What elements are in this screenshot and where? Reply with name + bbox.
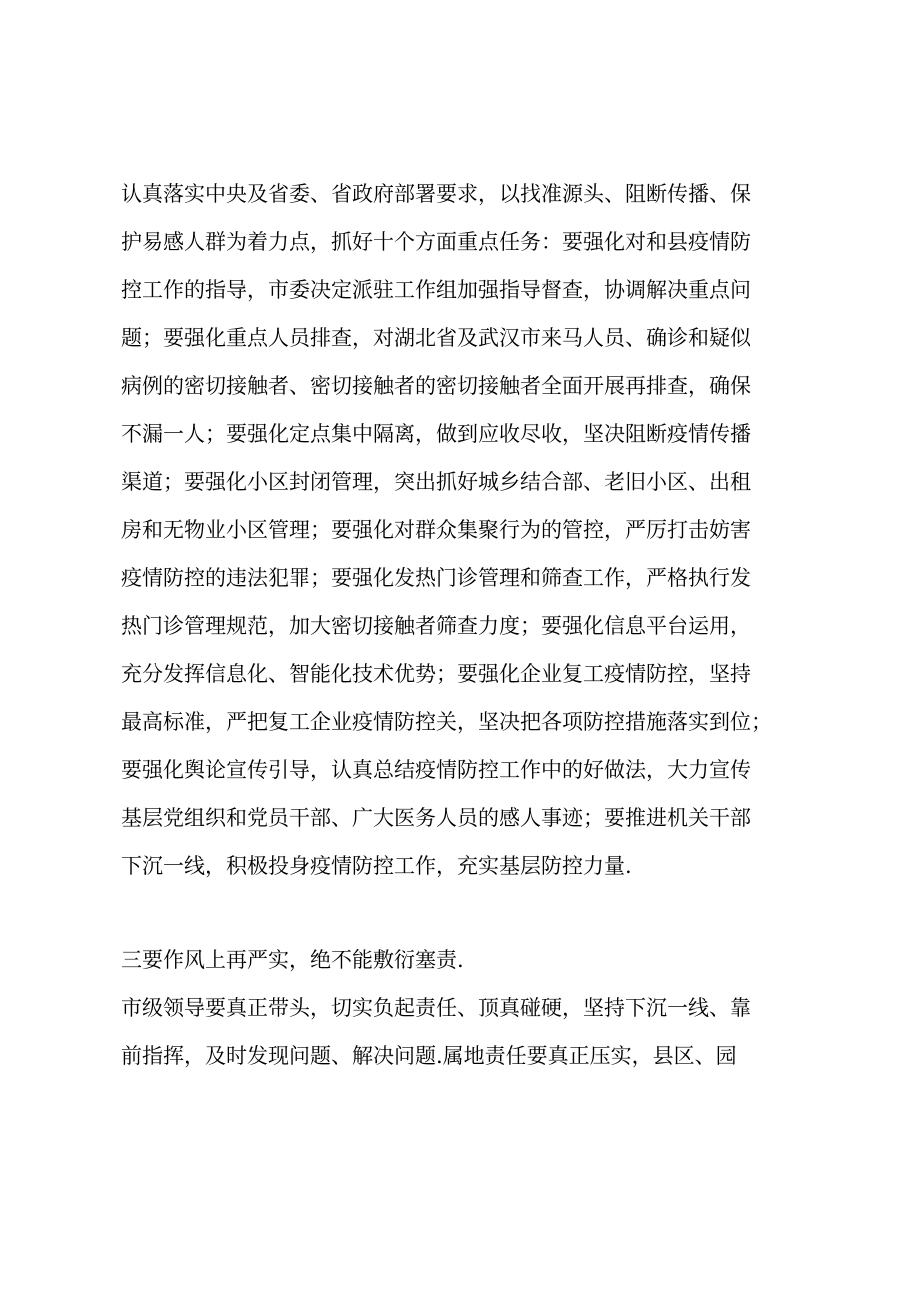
paragraph-1-line-6: 不漏一人；要强化定点集中隔离，做到应收尽收，坚决阻断疫情传播	[121, 422, 751, 446]
paragraph-1-line-1: 认真落实中央及省委、省政府部署要求，以找准源头、阻断传播、保	[121, 182, 751, 206]
section-3-line-2: 前指挥，及时发现问题、解决问题.属地责任要真正压实，县区、园	[121, 1044, 737, 1068]
paragraph-1-line-2: 护易感人群为着力点，抓好十个方面重点任务：要强化对和县疫情防	[121, 230, 751, 254]
paragraph-1-line-5: 病例的密切接触者、密切接触者的密切接触者全面开展再排查，确保	[121, 374, 751, 398]
section-3-heading: 三要作风上再严实，绝不能敷衍塞责.	[121, 948, 464, 972]
paragraph-1-line-7: 渠道；要强化小区封闭管理，突出抓好城乡结合部、老旧小区、出租	[121, 470, 751, 494]
paragraph-1-line-9: 疫情防控的违法犯罪；要强化发热门诊管理和筛查工作，严格执行发	[121, 566, 751, 590]
paragraph-1-line-4: 题；要强化重点人员排查，对湖北省及武汉市来马人员、确诊和疑似	[121, 326, 751, 350]
paragraph-1-line-14: 基层党组织和党员干部、广大医务人员的感人事迹；要推进机关干部	[121, 806, 751, 830]
paragraph-1-line-12: 最高标准，严把复工企业疫情防控关，坚决把各项防控措施落实到位；	[121, 710, 772, 734]
paragraph-1-line-15: 下沉一线，积极投身疫情防控工作，充实基层防控力量.	[121, 854, 632, 878]
paragraph-1-line-11: 充分发挥信息化、智能化技术优势；要强化企业复工疫情防控，坚持	[121, 662, 751, 686]
paragraph-1-line-3: 控工作的指导，市委决定派驻工作组加强指导督查，协调解决重点问	[121, 278, 751, 302]
paragraph-1-line-13: 要强化舆论宣传引导，认真总结疫情防控工作中的好做法，大力宣传	[121, 758, 751, 782]
paragraph-1-line-10: 热门诊管理规范，加大密切接触者筛查力度；要强化信息平台运用，	[121, 614, 751, 638]
section-3-line-1: 市级领导要真正带头，切实负起责任、顶真碰硬，坚持下沉一线、靠	[121, 996, 751, 1020]
paragraph-1-line-8: 房和无物业小区管理；要强化对群众集聚行为的管控，严厉打击妨害	[121, 518, 751, 542]
